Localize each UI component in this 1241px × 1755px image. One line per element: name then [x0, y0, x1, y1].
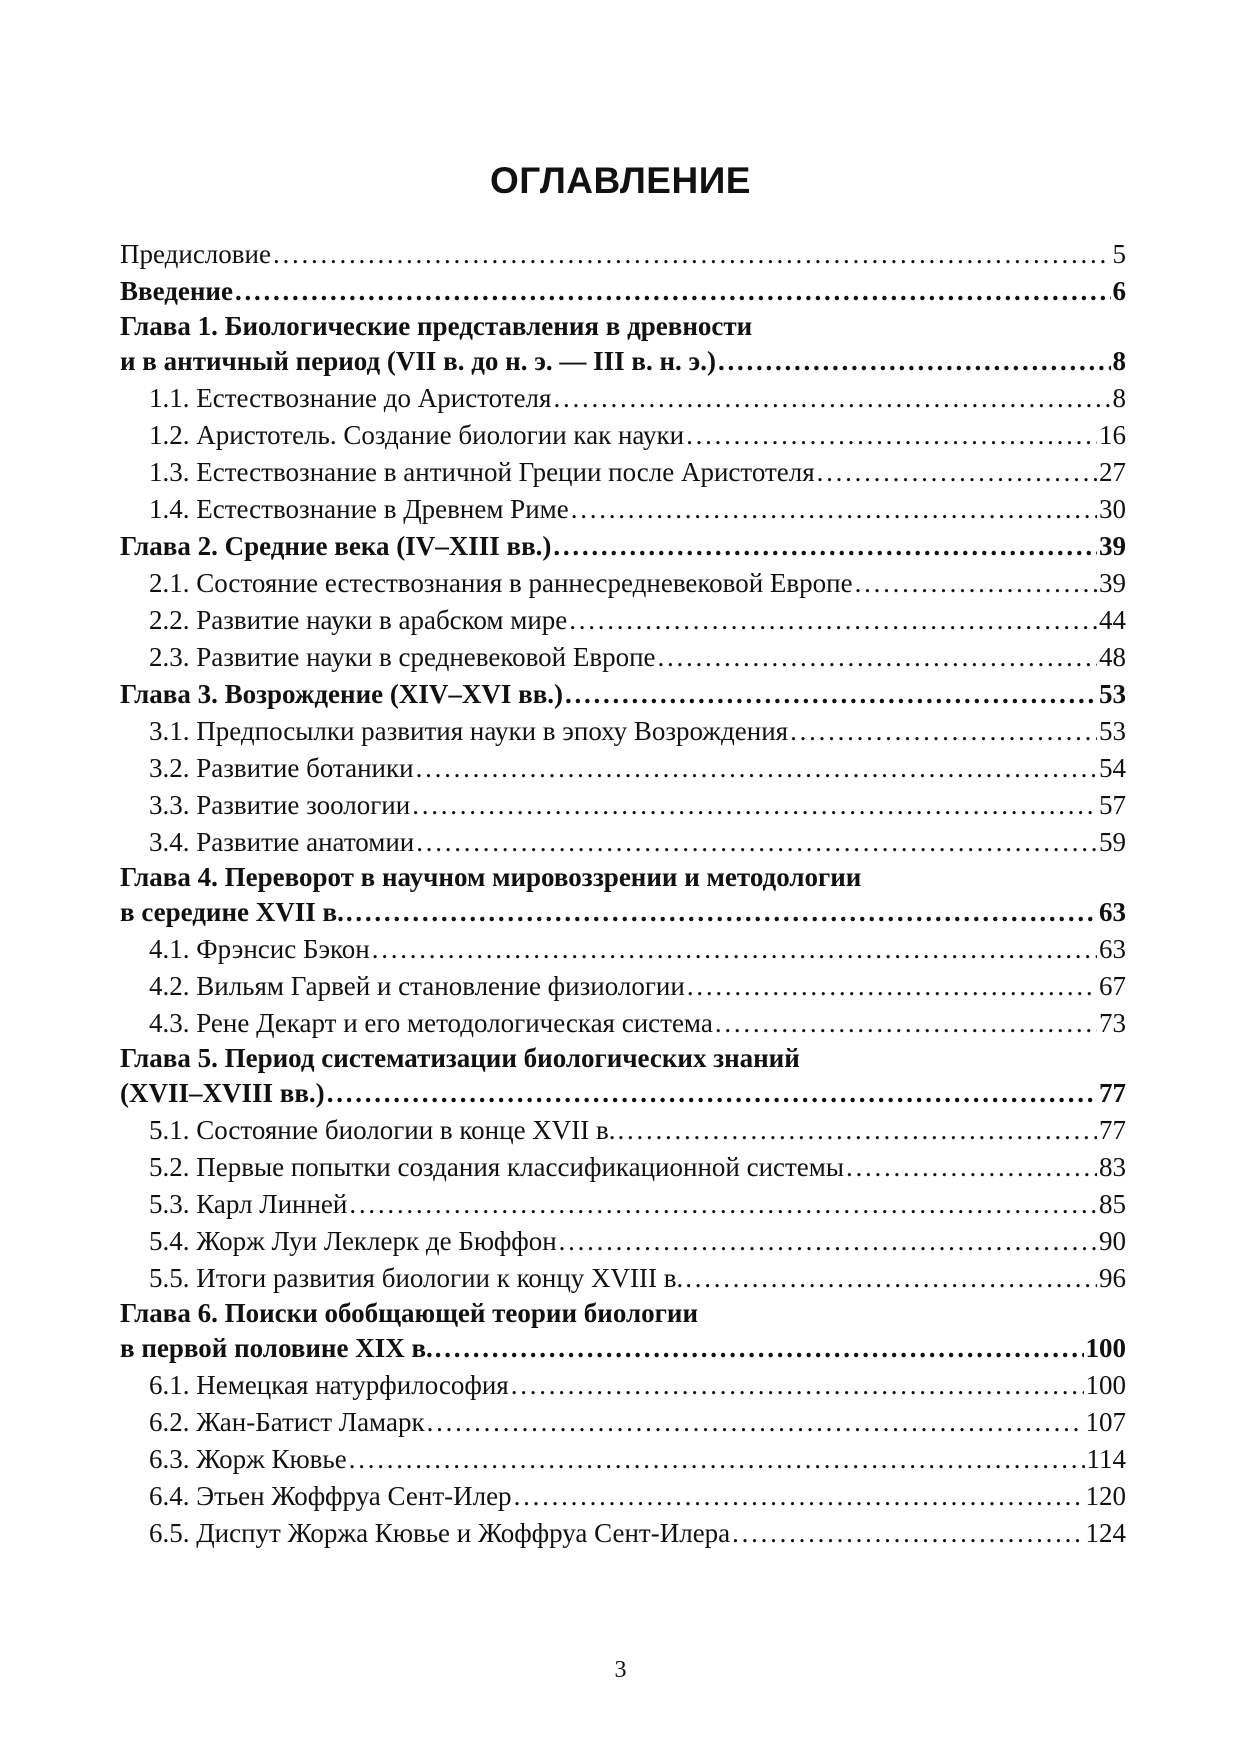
toc-entry-title: 2.3. Развитие науки в средневековой Европе [149, 642, 656, 672]
toc-entry-page: 44 [1099, 605, 1126, 635]
toc-entry-title: 1.4. Естествознание в Древнем Риме [149, 494, 569, 524]
toc-entry-page: 8 [1112, 383, 1126, 413]
toc-entry-page: 67 [1099, 971, 1126, 1001]
toc-section-1-1[interactable] [120, 380, 1126, 417]
toc-entry-page: 96 [1099, 1263, 1126, 1293]
leader-dots [327, 1075, 1097, 1112]
toc-entry-title: 4.2. Вильям Гарвей и становление физиологии [149, 971, 685, 1001]
leader-dots [817, 454, 1097, 491]
toc-entry-title: 3.1. Предпосылки развития науки в эпоху Возрождения [149, 716, 789, 746]
toc-section-5-4[interactable] [120, 1223, 1126, 1260]
leader-dots [687, 968, 1097, 1005]
toc-entry-title: 3.2. Развитие ботаники [149, 753, 414, 783]
toc-section-3-3[interactable] [120, 787, 1126, 824]
toc-section-6-2[interactable] [120, 1404, 1126, 1441]
toc-section-2-3[interactable] [120, 639, 1126, 676]
toc-entry-title: (XVII–XVIII вв.) [120, 1078, 325, 1108]
table-of-contents [120, 236, 1126, 1552]
toc-section-3-2[interactable] [120, 750, 1126, 787]
toc-section-3-4[interactable] [120, 824, 1126, 861]
toc-entry-page: 8 [1112, 346, 1126, 376]
toc-entry-title: 4.3. Рене Декарт и его методологическая система [149, 1008, 713, 1038]
leader-dots [416, 750, 1097, 787]
leader-dots [855, 565, 1097, 602]
toc-entry-title: 6.3. Жорж Кювье [149, 1444, 347, 1474]
toc-entry-title: 1.3. Естествознание в античной Греции после Аристотеля [149, 457, 815, 487]
toc-chapter-1[interactable] [120, 343, 1126, 380]
leader-dots [372, 931, 1097, 968]
toc-entry-title: 5.3. Карл Линней [149, 1189, 348, 1219]
toc-section-5-5[interactable] [120, 1260, 1126, 1297]
leader-dots [618, 1112, 1097, 1149]
toc-entry-page: 124 [1085, 1518, 1126, 1548]
toc-section-4-1[interactable] [120, 931, 1126, 968]
toc-section-6-5[interactable] [120, 1515, 1126, 1552]
toc-entry-page: 100 [1085, 1333, 1126, 1363]
leader-dots [565, 676, 1097, 713]
toc-entry-title: в первой половине XIX в. [120, 1333, 433, 1363]
toc-chapter-4-title-line[interactable]: Глава 4. Переворот в научном мировоззрении и методологии [120, 862, 862, 892]
toc-entry-title: 5.4. Жорж Луи Леклерк де Бюффон [149, 1226, 557, 1256]
leader-dots [412, 787, 1097, 824]
toc-section-5-2[interactable] [120, 1149, 1126, 1186]
toc-entry-title: 5.2. Первые попытки создания классификационной системы [149, 1152, 845, 1182]
toc-chapter-5[interactable] [120, 1075, 1126, 1112]
toc-entry-page: 100 [1085, 1370, 1126, 1400]
toc-entry-page: 77 [1099, 1115, 1126, 1145]
leader-dots [514, 1478, 1084, 1515]
toc-section-6-4[interactable] [120, 1478, 1126, 1515]
leader-dots [658, 639, 1097, 676]
leader-dots [571, 491, 1097, 528]
toc-entry-title: 6.5. Диспут Жоржа Кювье и Жоффруа Сент-Илера [149, 1518, 731, 1548]
toc-entry-title: 2.2. Развитие науки в арабском мире [149, 605, 568, 635]
toc-entry-page: 73 [1099, 1008, 1126, 1038]
toc-entry-page: 53 [1099, 716, 1126, 746]
toc-entry-introduction[interactable] [120, 273, 1126, 310]
leader-dots [553, 528, 1097, 565]
toc-section-2-2[interactable] [120, 602, 1126, 639]
toc-entry-title: Глава 2. Средние века (IV–XIII вв.) [120, 531, 552, 561]
toc-chapter-3[interactable] [120, 676, 1126, 713]
toc-section-1-2[interactable] [120, 417, 1126, 454]
toc-entry-title: 5.1. Состояние биологии в конце XVII в. [149, 1115, 616, 1145]
toc-chapter-5-title-line[interactable]: Глава 5. Период систематизации биологических знаний [120, 1043, 800, 1073]
toc-section-3-1[interactable] [120, 713, 1126, 750]
toc-section-1-4[interactable] [120, 491, 1126, 528]
toc-entry-page: 48 [1099, 642, 1126, 672]
toc-entry-page: 30 [1099, 494, 1126, 524]
toc-entry-page: 27 [1099, 457, 1126, 487]
toc-section-5-1[interactable] [120, 1112, 1126, 1149]
leader-dots [511, 1367, 1084, 1404]
leader-dots [718, 343, 1111, 380]
page-number: 3 [614, 1657, 627, 1683]
toc-entry-title: 6.1. Немецкая натурфилософия [149, 1370, 509, 1400]
leader-dots [732, 1515, 1083, 1552]
toc-entry-page: 53 [1099, 679, 1126, 709]
toc-entry-page: 57 [1099, 790, 1126, 820]
toc-entry-title: Глава 3. Возрождение (XIV–XVI вв.) [120, 679, 564, 709]
toc-entry-page: 39 [1099, 531, 1126, 561]
toc-section-6-3[interactable] [120, 1441, 1126, 1478]
leader-dots [846, 1149, 1097, 1186]
leader-dots [790, 713, 1097, 750]
leader-dots [685, 1260, 1097, 1297]
toc-entry-title: 6.2. Жан-Батист Ламарк [149, 1407, 425, 1437]
toc-entry-title: 5.5. Итоги развития биологии к концу XVIII в. [149, 1263, 684, 1293]
toc-section-1-3[interactable] [120, 454, 1126, 491]
toc-entry-page: 63 [1099, 934, 1126, 964]
leader-dots [273, 236, 1111, 273]
toc-entry-page: 5 [1112, 239, 1126, 269]
toc-entry-title: 3.3. Развитие зоологии [149, 790, 411, 820]
toc-chapter-6-title-line[interactable]: Глава 6. Поиски обобщающей теории биологии [120, 1298, 699, 1328]
toc-entry-title: 1.2. Аристотель. Создание биологии как науки [149, 420, 685, 450]
toc-entry-page: 85 [1099, 1189, 1126, 1219]
toc-chapter-2[interactable] [120, 528, 1126, 565]
toc-entry-page: 83 [1099, 1152, 1126, 1182]
leader-dots [435, 1330, 1084, 1367]
leader-dots [427, 1404, 1084, 1441]
toc-entry-page: 54 [1099, 753, 1126, 783]
leader-dots [559, 1223, 1097, 1260]
leader-dots [686, 417, 1097, 454]
toc-entry-page: 39 [1099, 568, 1126, 598]
leader-dots [553, 380, 1110, 417]
toc-entry-page: 16 [1099, 420, 1126, 450]
toc-entry-title: и в античный период (VII в. до н. э. — III в. н. э.) [120, 346, 716, 376]
toc-entry-page: 6 [1112, 276, 1126, 306]
leader-dots [235, 273, 1111, 310]
leader-dots [715, 1005, 1097, 1042]
toc-entry-page: 90 [1099, 1226, 1126, 1256]
leader-dots [569, 602, 1097, 639]
toc-section-5-3[interactable] [120, 1186, 1126, 1223]
page-title: ОГЛАВЛЕНИЕ [490, 160, 751, 201]
toc-entry-page: 120 [1085, 1481, 1126, 1511]
toc-entry-page: 107 [1085, 1407, 1126, 1437]
toc-entry-title: в середине XVII в. [120, 897, 344, 927]
leader-dots [346, 894, 1097, 931]
toc-entry-title: Предисловие [120, 239, 271, 269]
toc-entry-title: 4.1. Фрэнсис Бэкон [149, 934, 370, 964]
toc-entry-preface[interactable] [120, 236, 1126, 273]
toc-chapter-6[interactable] [120, 1330, 1126, 1367]
toc-entry-title: 6.4. Этьен Жоффруа Сент-Илер [149, 1481, 512, 1511]
toc-entry-page: 59 [1099, 827, 1126, 857]
toc-section-6-1[interactable] [120, 1367, 1126, 1404]
toc-entry-title: Введение [120, 276, 233, 306]
toc-section-4-2[interactable] [120, 968, 1126, 1005]
toc-entry-title: 2.1. Состояние естествознания в раннесредневековой Европе [149, 568, 853, 598]
toc-chapter-1-title-line[interactable]: Глава 1. Биологические представления в древности [120, 311, 753, 341]
toc-section-4-3[interactable] [120, 1005, 1126, 1042]
toc-entry-page: 114 [1086, 1444, 1126, 1474]
leader-dots [349, 1186, 1097, 1223]
leader-dots [349, 1441, 1085, 1478]
toc-section-2-1[interactable] [120, 565, 1126, 602]
toc-entry-page: 77 [1099, 1078, 1126, 1108]
toc-entry-page: 63 [1099, 897, 1126, 927]
leader-dots [416, 824, 1097, 861]
toc-entry-title: 3.4. Развитие анатомии [149, 827, 415, 857]
toc-chapter-4[interactable] [120, 894, 1126, 931]
toc-entry-title: 1.1. Естествознание до Аристотеля [149, 383, 552, 413]
